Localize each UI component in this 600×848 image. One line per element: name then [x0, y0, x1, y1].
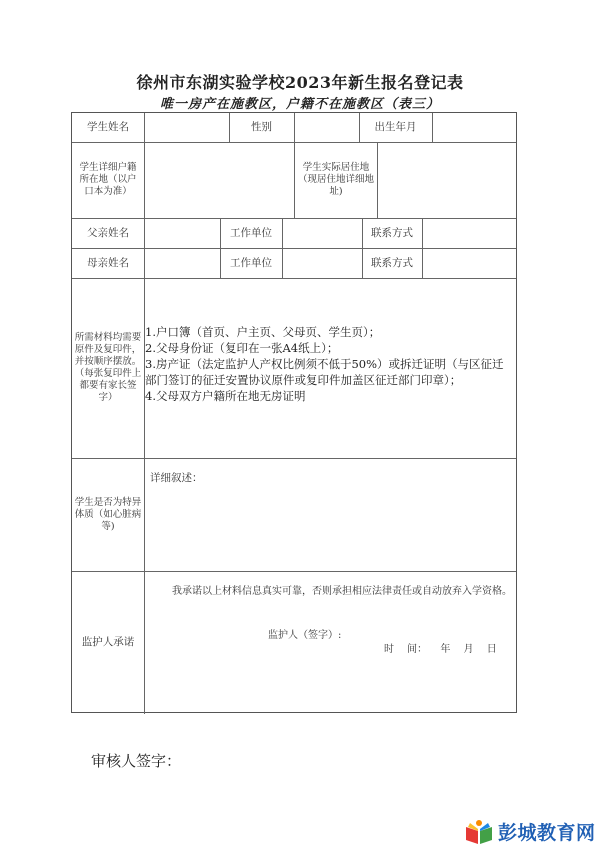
col-divider [144, 142, 145, 218]
household-address-label: 学生详细户籍所在地（以户口本为准） [79, 162, 137, 197]
col-divider [144, 113, 145, 142]
material-item: 2.父母身份证（复印在一张A4纸上）； [145, 341, 339, 355]
registration-form [71, 112, 517, 713]
birth-date-label: 出生年月 [374, 121, 417, 133]
form-title: 徐州市东湖实验学校2023年新生报名登记表 [136, 73, 464, 92]
mother-work-label: 工作单位 [230, 256, 272, 269]
mother-contact-label: 联系方式 [371, 256, 413, 269]
reviewer-signature-label: 审核人签字： [91, 752, 182, 770]
col-divider [294, 113, 295, 142]
father-name-label: 父亲姓名 [87, 226, 129, 239]
form-subtitle: 唯一房产在施教区，户籍不在施教区（表三） [159, 97, 440, 112]
col-divider [282, 218, 283, 278]
book-logo-icon [464, 819, 494, 845]
actual-address-label: 学生实际居住地（现居住地详细地址) [298, 162, 375, 197]
col-divider [294, 142, 295, 218]
site-watermark [464, 815, 600, 848]
pledge-text: 我承诺以上材料信息真实可靠，否则承担相应法律责任或自动放弃入学资格。 [172, 586, 512, 597]
material-item: 1.户口簿（首页、户主页、父母页、学生页）； [145, 325, 381, 339]
student-name-label: 学生姓名 [87, 121, 129, 133]
watermark-text: 彭城教育网 [498, 822, 596, 844]
guardian-signature-label: 监护人（签字）: [268, 630, 342, 641]
gender-label: 性别 [251, 121, 272, 133]
mother-name-label: 母亲姓名 [87, 256, 129, 269]
material-item: 4.父母双方户籍所在地无房证明 [145, 389, 306, 403]
date-label: 时 间： 年 月 日 [384, 644, 497, 655]
col-divider [432, 113, 433, 142]
materials-label: 所需材料均需要原件及复印件，并按顺序摆放。（每张复印件上都要有家长签字） [74, 332, 142, 403]
special-detail-label: 详细叙述： [150, 472, 203, 484]
materials-list [145, 324, 515, 434]
col-divider [422, 218, 423, 278]
pledge-label: 监护人承诺 [81, 636, 135, 648]
col-divider [377, 142, 378, 218]
father-contact-label: 联系方式 [371, 226, 413, 239]
special-constitution-label: 学生是否为特异体质（如心脏病等) [74, 496, 142, 532]
father-work-label: 工作单位 [230, 226, 272, 239]
material-item: 3.房产证（法定监护人产权比例须不低于50%）或拆迁证明（与区征迁部门签订的征迁安置协议原件或复印件加盖区征迁部门印章）； [145, 357, 504, 387]
col-divider [144, 218, 145, 278]
